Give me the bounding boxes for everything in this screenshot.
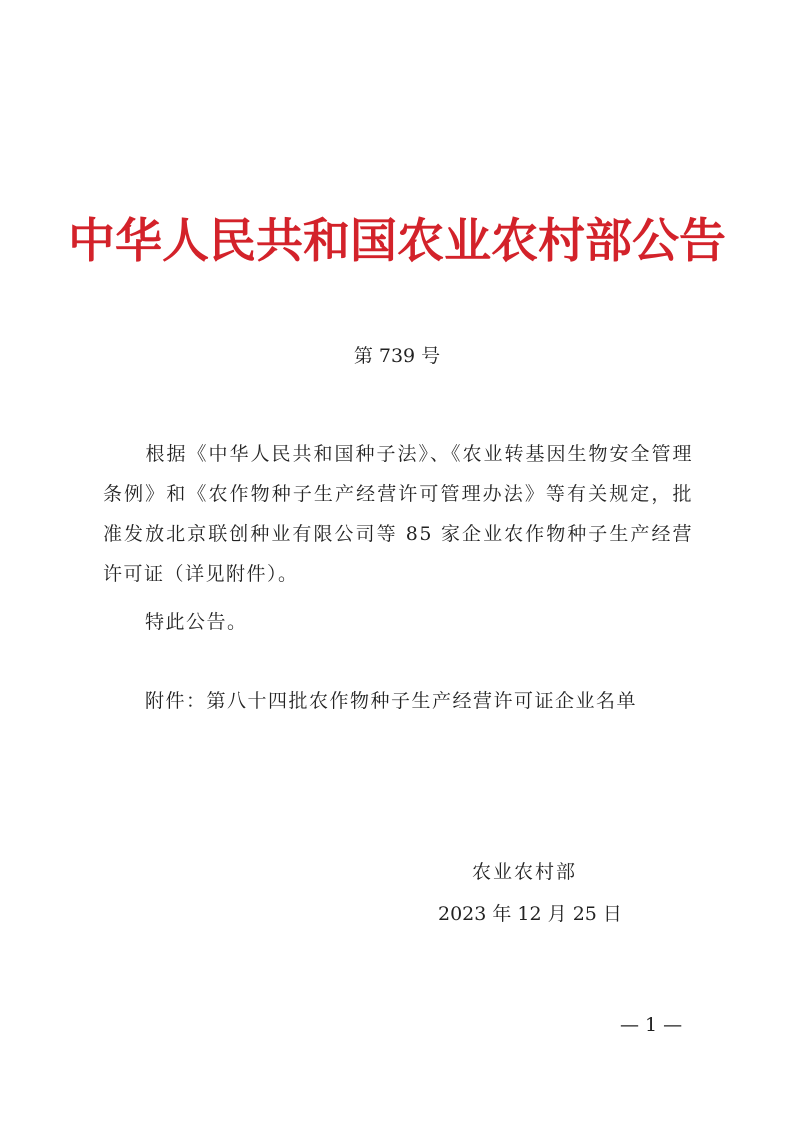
page-number: — 1 — [620,1014,683,1036]
issue-date: 2023 年 12 月 25 日 [438,903,622,925]
issuer-name: 农业农村部 [472,861,578,883]
body-paragraph-main [103,434,693,594]
closing-text: 特此公告。 [145,611,248,633]
body-paragraph-text: 根据《中华人民共和国种子法》、《农业转基因生物安全管理条例》和《农作物种子生产经营许可管理办法》等有关规定，批准发放北京联创种业有限公司等 85 家企业农作物种子生产经营许可证（详见附件）。 [103,443,693,585]
attachment-line [103,681,693,721]
body-paragraph-closing [103,602,693,642]
document-title: 中华人民共和国农业农村部公告 [68,214,726,269]
attachment-text: 附件：第八十四批农作物种子生产经营许可证企业名单 [145,690,638,712]
announcement-number: 第 739 号 [353,345,441,367]
